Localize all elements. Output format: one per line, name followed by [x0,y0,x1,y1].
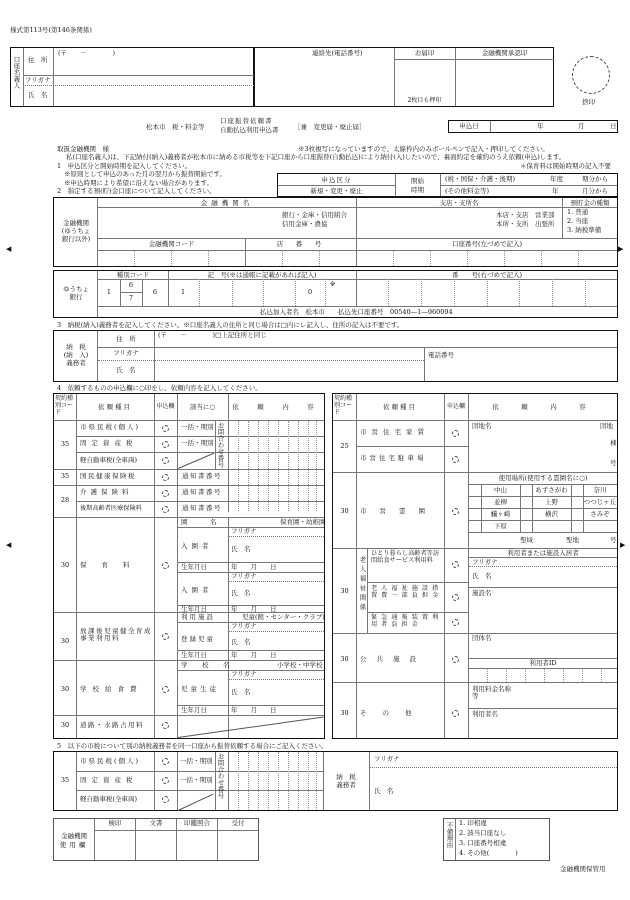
fee-name-label[interactable]: 利用料金名称等 [472,685,511,701]
apply-circle-housing-rent[interactable] [452,430,459,437]
student-furigana[interactable]: フリガナ [231,670,257,678]
apply-circle-childcare[interactable] [162,562,169,569]
apply-circle-other[interactable] [452,710,459,717]
elderly-facility-name[interactable]: 施設名 [472,589,492,597]
facility-label: 利用施設 [181,613,215,621]
apply-circle-road[interactable] [162,722,169,729]
childcare-note: ＊保育料は開始時期の記入不要 [520,162,611,170]
taxpayer-postal-field[interactable]: (〒 － )□上記住所と同じ [158,331,267,339]
defect-seal-mismatch: 1. 印相違 [459,819,487,827]
taxpayer-name-label: 氏 名 [116,366,136,374]
step5-property-tax: 固定資産税 [80,776,138,784]
yucho-side-label2: 銀行 [69,293,83,301]
col-reception: 受付 [231,819,245,827]
bank-side-label3: 銀行以外) [61,235,91,243]
user-name-label[interactable]: 利用者名 [472,710,498,718]
apply-circle-housing-parking[interactable] [452,456,459,463]
taxpayer-furigana-input[interactable] [155,348,423,359]
bank-name-input[interactable] [98,208,278,237]
period-unit: 期分から [582,175,608,183]
timing-row1-label: (税・国保・介護・後期) [445,175,516,183]
type-code-1: 1 [106,288,112,296]
taxpayer-side-label3: 義務者 [66,359,86,367]
step3-instruction: 3 納税(納入)義務者を記入してください。※口座名義人の住所と同じ場合は□内にレ記入し、住所の記入は不要です。 [57,321,404,329]
step5-furigana[interactable]: フリガナ [374,755,400,763]
option-property-tax[interactable]: 一括・期別 [181,439,214,447]
taxpayer-address-label: 住 所 [116,335,136,343]
step5-option-property[interactable]: 一括・期別 [180,776,213,784]
taxpayer-name-input[interactable] [155,361,423,381]
month-label: 月 [578,122,585,130]
fiscal-year-unit: 年度 [550,175,563,183]
cemetery-azusagawa[interactable]: あずさがわ [535,486,568,494]
enrollee-label-1: 入園者 [181,542,213,550]
step5-inquiry-label: お問合わせ番号 [216,753,225,799]
cemetery-number-label: 号 [610,536,617,544]
apply-circle-light-vehicle[interactable] [162,457,169,464]
school-name-label: 園 名 [181,518,225,526]
footer-copy-label: 金融機関保管用 [560,865,606,873]
elderly-user-header: 利用者または施設入居者 [507,549,579,557]
user-id-input[interactable] [469,669,617,682]
branch-header: 支店・支所名 [439,199,479,207]
seal-label: お届印 [414,49,435,57]
discard-seal-label: 捨印 [582,98,595,106]
furigana-input[interactable] [54,76,253,85]
apply-circle-afterschool[interactable] [162,633,169,640]
timing-label: 開始 [411,177,424,185]
code-30-road: 30 [60,721,70,729]
bank-approval-label: 金融機関承認印 [481,49,528,57]
code-35-step5: 35 [60,776,70,784]
code-30-childcare: 30 [60,561,70,569]
enrollee-furigana-1[interactable]: フリガナ [231,527,257,535]
header-content: 依 頼 内 容 [232,403,320,411]
apply-circle-lunch[interactable] [162,686,169,693]
facility-suffix: 児童(館・センター・クラブ) [242,613,325,621]
col-seal-check: 印鑑照合 [184,819,210,827]
cemetery-ueno[interactable]: 上野 [545,498,558,506]
child-furigana[interactable]: フリガナ [231,622,257,630]
apply-date-label: 申込日 [459,122,479,130]
contact-label: 連絡先(電話番号) [312,49,363,57]
enrollee-label-2: 入園者 [181,586,213,594]
birth-date-4[interactable]: 年 月 日 [231,706,277,714]
apply-circle-municipal-tax[interactable] [162,425,169,432]
item-property-tax: 固定資産税 [80,439,138,447]
discard-seal-circle [572,56,610,94]
room-number-unit: 号 [610,459,617,467]
day-label: 日 [610,122,617,130]
item-municipal-housing-parking: 市営住宅駐車場 [360,454,427,462]
col-inspection: 検印 [108,819,122,827]
apply-circle-public-facility[interactable] [452,656,459,663]
step5-municipal-tax: 市県民税(個人) [80,757,141,765]
apply-circle-national-health[interactable] [162,474,169,481]
student-label: 児童生徒 [181,685,219,693]
taxpayer-furigana-label: フリガナ [113,349,139,357]
item-afterschool-fee: 放課後児童健全育成事業利用料 [80,627,152,643]
item-public-facility: 公共施設 [360,655,426,663]
apply-circle-emergency-device[interactable] [452,619,459,626]
header-item: 依頼種目 [98,403,132,411]
school-label: 学 校 名 [181,661,234,669]
deposit-type-tax[interactable]: 3. 納税準備 [567,226,602,234]
symbol-first-digit: 1 [181,288,186,296]
enrollee-name-2[interactable]: 氏 名 [231,589,251,597]
defect-account-mismatch: 3. 口座番号相違 [459,839,507,847]
title-line1: 口座振替依頼書 [220,117,273,125]
postal-code-field[interactable]: (〒 － ) [58,49,116,57]
defect-other: 4. その他( ) [459,849,518,857]
child-name[interactable]: 氏 名 [231,638,251,646]
step4-instruction: 4 依頼するものの申込欄に○印をし、依頼内容を記入してください。 [57,384,262,392]
birth-date-3[interactable]: 年 月 日 [231,651,277,659]
step5-name[interactable]: 氏 名 [374,787,394,795]
nursery-suffix: 保育園・幼稚園 [280,518,326,526]
deposit-type-ordinary[interactable]: 1. 普通 [567,208,589,216]
title-bracket: ［兼 変更届・廃止届］ [294,123,366,131]
bank-side-label: 金融機関 [63,219,89,227]
payee-info: 払込加入者名 松本市 払込先口座番号 00540―1―960094 [260,308,453,316]
group-name-label[interactable]: 団体名 [472,634,492,642]
item-other: その他 [360,709,428,717]
notice-number-elderly: 通知書番号 [182,504,222,512]
code-30-elderly: 30 [340,587,349,595]
birth-date-1[interactable]: 年 月 日 [231,563,277,571]
notice-number-nhi: 通知書番号 [182,472,222,480]
header-code-right: 契約種別コード [334,395,353,416]
bank-side-label2: (ゆうちょ [61,227,91,235]
furigana-label: フリガナ [25,76,51,84]
timing-label2: 時期 [411,186,424,194]
apply-circle-meal-delivery[interactable] [452,561,459,568]
birth-label-2: 生年月日 [181,605,207,613]
branch-types[interactable]: 本店・支店 営業部 [496,211,555,219]
step5-apply-vehicle[interactable] [162,796,169,803]
defect-no-account: 2. 該当口座なし [459,829,507,837]
step5-payer-label2: 義務者 [336,781,356,789]
header-apply-right: 申込欄 [446,403,465,410]
timing-row2-label: (その他料金等) [445,187,490,195]
item-light-vehicle-tax: 軽自動車税(全車両) [80,456,138,464]
step1-instruction: 1 申込区分と開始時期を記入してください。 [57,162,192,170]
item-municipal-cemetery: 市営霊園 [360,507,438,515]
apply-circle-late-elderly[interactable] [162,506,169,513]
type-code-header: 種別コード [116,271,150,279]
bank-types[interactable]: 銀行・金庫・信用組合 [282,211,347,219]
code-28: 28 [60,496,70,504]
step1-note2: ※申込時期により希望に沿えない場合があります。 [64,179,213,187]
header-content-right: 依 頼 内 容 [492,403,594,411]
left-arrow-marker-bottom: ◀ [6,541,12,549]
step5-option-municipal[interactable]: 一括・期別 [180,757,213,765]
step2-instruction: 2 指定する預(貯)金口座について記入してください。 [57,187,216,195]
cemetery-tsutsujigaoka[interactable]: つつじヶ丘 [583,498,617,506]
form-number: 様式第113号(第146条関係) [10,26,92,34]
header-applicable: 該当に○ [189,403,216,411]
deposit-type-header: 預貯金の種類 [570,199,610,207]
type-code-7[interactable]: 7 [128,294,134,302]
type-code-6[interactable]: 6 [128,281,134,289]
month-unit: 月分から [582,187,608,195]
step5-apply-property[interactable] [162,777,169,784]
option-municipal-tax[interactable]: 一括・期別 [181,423,214,431]
step5-apply-municipal[interactable] [162,758,169,765]
birth-label-4: 生年月日 [181,706,207,714]
intro-body: 私(口座名義人)は、下記納付(納入)義務者が松本市に納める市税等を下記口座から口座振替(自動払込)により納付(入)したいので、裏面約定を確約のうえ依頼(申込)します。 [66,153,566,161]
item-municipal-housing-rent: 市営住宅家賃 [360,428,429,436]
address-label: 住 所 [28,56,48,64]
step5-instruction: 5 以下の市税について別の納税義務者を同一口座から振替依頼する場合にご記入ください。 [57,742,328,750]
taxpayer-side-label2: (納 入) [63,351,89,359]
type-code-3: 6 [152,288,158,296]
left-arrow-marker-top: ◀ [6,245,12,253]
item-childcare-fee: 保育料 [80,561,145,569]
birth-label-1: 生年月日 [181,563,207,571]
yucho-side-label: ゆうちょ [63,285,89,293]
seal-note: 2枚目も押印 [407,97,442,104]
bank-use-label2: 使用欄 [59,841,89,849]
right-arrow-marker-bottom: ▶ [620,541,626,549]
cemetery-header: 使用場所(使用する霊園名に○) [498,474,588,482]
title-line2: 自動払込利用申込書 [220,126,279,134]
symbol-header: 記 号(※は通帳に記載があれば記入) [207,271,317,279]
building-unit: 棟 [610,439,617,447]
copy-note: ※3枚複写になっていますので、太線枠内のみボールペンで記入・押印してください。 [298,145,549,153]
account-number-header: 口座番号(左づめで記入) [451,240,523,248]
symbol-zero: 0 [308,288,313,296]
cemetery-arigasaki[interactable]: 蟻ヶ崎 [490,510,511,518]
cemetery-zone-label: 聖域 [520,536,533,544]
right-arrow-marker-top: ▶ [618,245,624,253]
item-emergency-device: 緊急通報装置利用者負担金 [371,614,443,629]
danchi-unit: 団地 [600,422,613,430]
branch-name-input[interactable] [357,208,487,237]
name-label: 氏 名 [28,91,48,99]
birth-label-3: 生年月日 [181,651,207,659]
enrollee-name-1[interactable]: 氏 名 [231,545,251,553]
bank-types2[interactable]: 信用金庫・農協 [282,220,328,228]
number-header: 番 号(右づめで記入) [451,271,523,279]
branch-types2[interactable]: 本所・支所 出張所 [496,220,555,228]
item-national-health: 国民健康保険税 [80,472,136,480]
cemetery-yokozawa[interactable]: 横沢 [545,510,558,518]
birth-date-2[interactable]: 年 月 日 [231,605,277,613]
cemetery-namiyanagi[interactable]: 並柳 [494,498,507,506]
item-meal-delivery: ひとり暮らし高齢者等訪問給食サービス利用料 [371,550,440,565]
item-school-lunch: 学校給食費 [80,685,143,693]
defect-reason-label: 不備理由 [445,822,454,848]
code-number-input-row[interactable] [98,251,617,266]
year-label: 年 [537,122,544,130]
enrollee-furigana-2[interactable]: フリガナ [231,572,257,580]
cemetery-plot-label: 聖地 [566,536,579,544]
notice-number-care: 通知書番号 [182,488,222,496]
taxpayer-side-label: 納 税 [66,343,86,351]
item-care-insurance: 介護保険料 [80,488,133,496]
category-options[interactable]: 新規・変更・廃止 [310,187,363,195]
col-document: 文書 [149,819,163,827]
housing-input[interactable] [469,430,604,471]
registered-child-label: 登録児童 [181,635,215,643]
code-30-lunch: 30 [60,685,70,693]
apply-circle-property-tax[interactable] [162,441,169,448]
header-item-right: 依頼種目 [383,403,417,411]
code-35-nhi: 35 [60,472,70,480]
elderly-furigana[interactable]: フリガナ [472,558,498,566]
step5-light-vehicle: 軽自動車税(全車両) [80,795,138,803]
code-35: 35 [60,440,70,448]
user-id-label: 利用者ID [529,659,557,667]
code-30-cemetery: 30 [340,507,349,515]
step5-payer-label: 納 税 [336,773,356,781]
cemetery-samizo[interactable]: さみぞ [590,510,610,518]
taxpayer-phone-label[interactable]: 電話番号 [428,351,454,359]
symbol-asterisk: ※ [330,280,336,288]
bank-use-label: 金融機関 [61,832,87,840]
school-suffix: 小学校・中学校 [277,661,323,669]
code-30-public: 30 [340,655,349,663]
complex-name-label: 団地名 [472,422,492,430]
item-road-occupancy: 道路・水路占用料 [80,721,144,729]
elderly-name[interactable]: 氏 名 [472,572,492,580]
city-tax-label: 松本市 税・料金等 [146,123,205,131]
code-30-afterschool: 30 [60,637,70,645]
cemetery-nagawa[interactable]: 奈川 [593,486,607,494]
apply-circle-care-insurance[interactable] [162,490,169,497]
item-municipal-tax: 市県民税(個人) [80,423,141,431]
apply-circle-cemetery[interactable] [452,508,459,515]
bank-code-header: 金融機関コード [148,240,195,248]
category-label: 申込区分 [321,176,352,184]
item-late-elderly-medical: 後期高齢者医療保険料 [80,505,142,512]
passbook-number-input[interactable] [357,280,617,306]
cemetery-nakayama[interactable]: 中山 [494,486,507,494]
account-holder-label: 口座名義人 [12,56,21,89]
year-unit: 年 [552,187,559,195]
apply-circle-elderly-facility[interactable] [452,594,459,601]
header-apply: 申込欄 [156,403,175,410]
code-25: 25 [340,442,349,450]
elderly-welfare-group-label: 老人福祉関係 [358,556,367,613]
deposit-type-current[interactable]: 2. 当座 [567,217,589,225]
cemetery-shimohara[interactable]: 下原 [494,522,507,530]
header-code: 契約種別コード [55,395,74,416]
code-30-other: 30 [340,709,349,717]
address-input[interactable] [54,60,253,74]
addressee: 取扱金融機関 様 [57,145,109,153]
inquiry-number-label: お問合わせ番号 [216,422,225,468]
name-input[interactable] [54,86,253,106]
item-elderly-facility: 老人福祉施設措置費一部負担金 [371,585,443,600]
phone-input[interactable] [312,58,392,106]
step1-note1: ※原則として申込のあった月の翌月から振替開始です。 [64,170,226,178]
bank-name-header: 金融機関名 [200,199,254,207]
store-number-header: 店 番 号 [276,240,325,248]
student-name[interactable]: 氏 名 [231,688,251,696]
